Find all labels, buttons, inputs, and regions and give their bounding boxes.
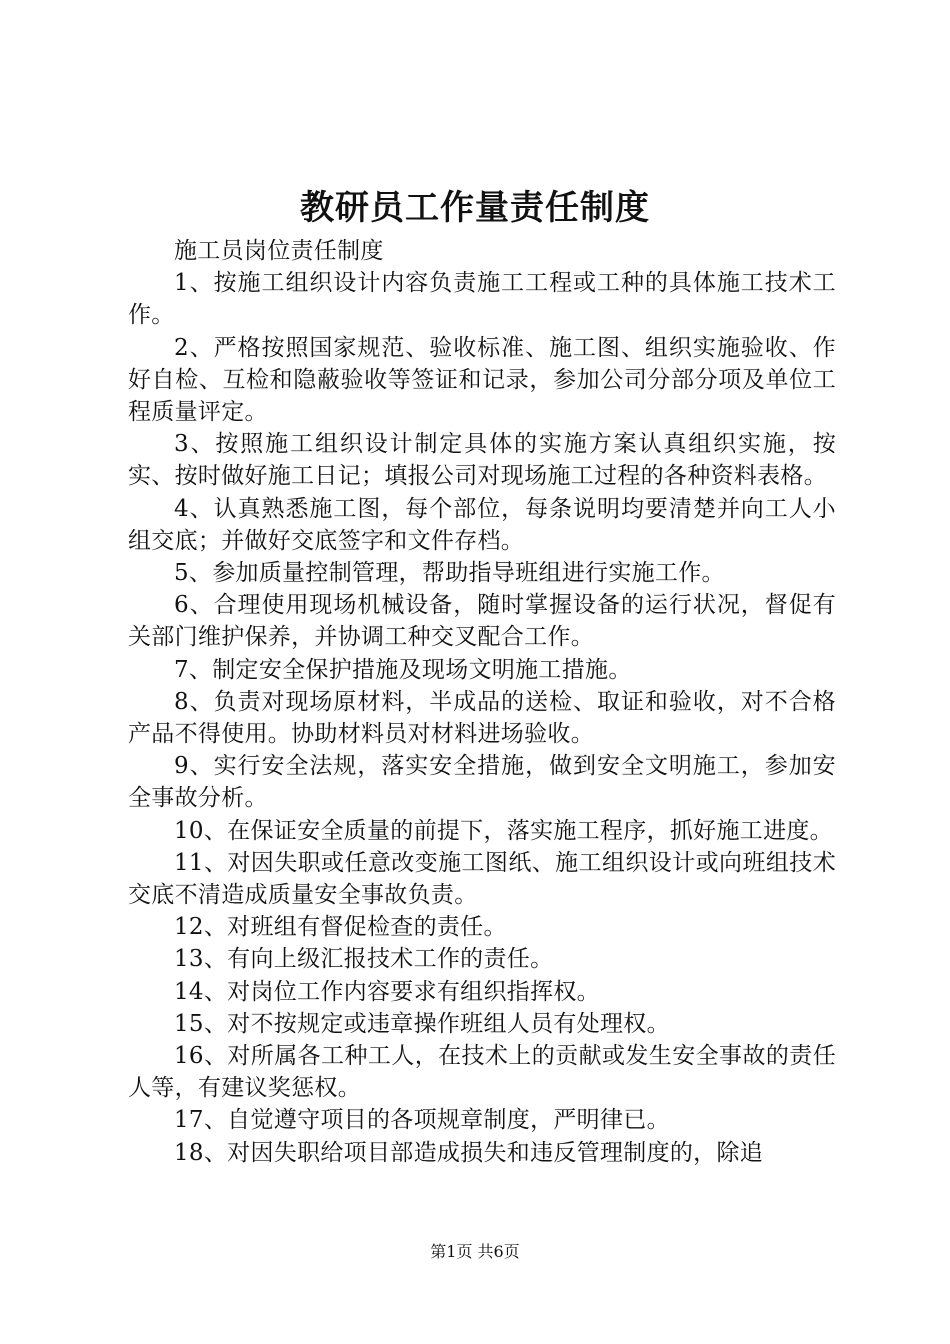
document-title: 教研员工作量责任制度	[300, 188, 650, 228]
page-footer: 第1页 共6页	[430, 1242, 520, 1261]
paragraph-16: 16、对所属各工种工人，在技术上的贡献或发生安全事故的责任人等，有建议奖惩权。	[128, 1043, 836, 1102]
document-body	[128, 235, 836, 1169]
paragraph-4: 4、认真熟悉施工图，每个部位，每条说明均要清楚并向工人小组交底；并做好交底签字和文件存档。	[128, 495, 836, 554]
paragraph-9: 9、实行安全法规，落实安全措施，做到安全文明施工，参加安全事故分析。	[128, 753, 836, 812]
paragraph-5: 5、参加质量控制管理，帮助指导班组进行实施工作。	[174, 560, 725, 587]
paragraph-1: 1、按施工组织设计内容负责施工工程或工种的具体施工技术工作。	[128, 270, 836, 329]
paragraph-12: 12、对班组有督促检查的责任。	[174, 914, 507, 941]
paragraph-14: 14、对岗位工作内容要求有组织指挥权。	[174, 978, 600, 1005]
paragraph-8: 8、负责对现场原材料，半成品的送检、取证和验收，对不合格产品不得使用。协助材料员对材料进场验收。	[128, 688, 836, 748]
paragraph-13: 13、有向上级汇报技术工作的责任。	[174, 946, 554, 973]
paragraph-6: 6、合理使用现场机械设备，随时掌握设备的运行状况，督促有关部门维护保养，并协调工种交叉配合工作。	[128, 592, 836, 651]
paragraph-7: 7、制定安全保护措施及现场文明施工措施。	[174, 656, 632, 683]
paragraph-15: 15、对不按规定或违章操作班组人员有处理权。	[174, 1010, 670, 1037]
paragraph-10: 10、在保证安全质量的前提下，落实施工程序，抓好施工进度。	[174, 817, 833, 844]
paragraph-3: 3、按照施工组织设计制定具体的实施方案认真组织实施，按实、按时做好施工日记；填报公司对现场施工过程的各种资料表格。	[128, 431, 836, 490]
paragraph-11: 11、对因失职或任意改变施工图纸、施工组织设计或向班组技术交底不清造成质量安全事故负责。	[128, 849, 836, 909]
paragraph-18: 18、对因失职给项目部造成损失和违反管理制度的，除追	[174, 1139, 764, 1166]
document-subtitle: 施工员岗位责任制度	[174, 238, 384, 264]
paragraph-17: 17、自觉遵守项目的各项规章制度，严明律已。	[174, 1107, 670, 1134]
paragraph-2: 2、严格按照国家规范、验收标准、施工图、组织实施验收、作好自检、互检和隐蔽验收等签证和记录，参加公司分部分项及单位工程质量评定。	[128, 334, 836, 426]
